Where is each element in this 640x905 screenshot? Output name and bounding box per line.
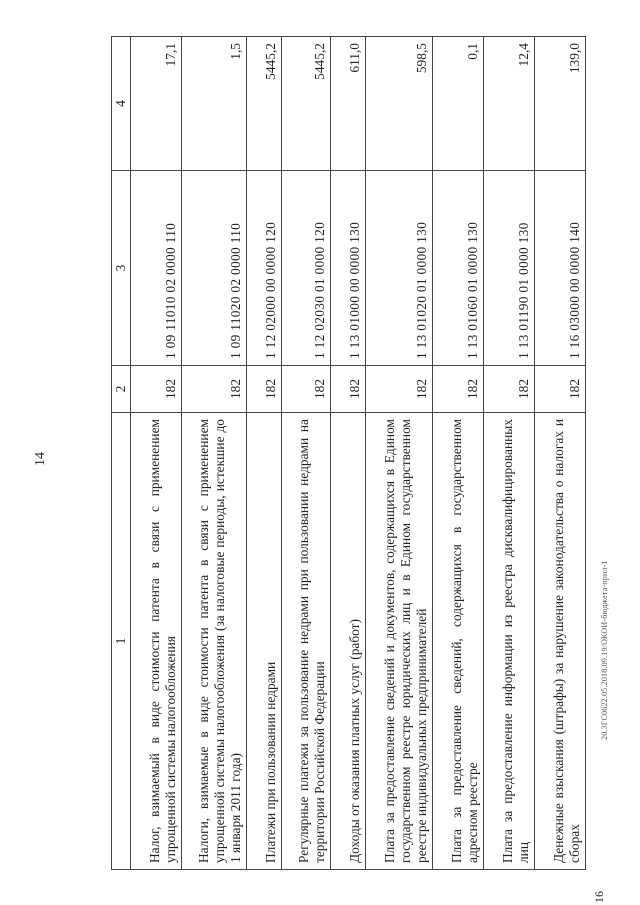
row-value: 598,5 bbox=[366, 37, 433, 171]
row-budget-code: 1 09 11020 02 0000 110 bbox=[182, 171, 247, 366]
row-name: Плата за предоставление информации из реестра дисквалифицированных лиц bbox=[484, 413, 535, 870]
row-admin-code: 182 bbox=[535, 366, 586, 413]
table-row bbox=[433, 37, 484, 870]
row-budget-code: 1 13 01060 01 0000 130 bbox=[433, 171, 484, 366]
row-admin-code: 182 bbox=[247, 366, 282, 413]
row-admin-code: 182 bbox=[484, 366, 535, 413]
row-name: Плата за предоставление сведений и документов, содержащихся в Едином государственном реестре юридических лиц и в Едином государственном реестре индивидуальных предпринимателей bbox=[366, 413, 433, 870]
row-value: 12,4 bbox=[484, 37, 535, 171]
row-name: Налог, взимаемый в виде стоимости патента в связи с применением упрощенной системы налогообложения bbox=[131, 413, 182, 870]
budget-table-container bbox=[111, 37, 583, 870]
row-budget-code: 1 12 02000 00 0000 120 bbox=[247, 171, 282, 366]
row-value: 17,1 bbox=[131, 37, 182, 171]
table-row bbox=[484, 37, 535, 870]
row-value: 0,1 bbox=[433, 37, 484, 171]
row-budget-code: 1 13 01000 00 0000 130 bbox=[331, 171, 366, 366]
row-name: Денежные взыскания (штрафы) за нарушение законодательства о налогах и сборах bbox=[535, 413, 586, 870]
header-col-2: 2 bbox=[112, 366, 131, 413]
header-col-3: 3 bbox=[112, 171, 131, 366]
row-name: Доходы от оказания платных услуг (работ) bbox=[331, 413, 366, 870]
row-name: Регулярные платежи за пользование недрами при пользовании недрами на территории Российской Федерации bbox=[282, 413, 331, 870]
row-value: 1,5 bbox=[182, 37, 247, 171]
table-row bbox=[131, 37, 182, 870]
row-admin-code: 182 bbox=[182, 366, 247, 413]
sheet-number: 16 bbox=[592, 891, 606, 903]
row-value: 611,0 bbox=[331, 37, 366, 171]
footer-document-code: 20.3ГС0622.05.2018.09.19/ОКОИ-бюджета-прил-1 bbox=[600, 560, 609, 740]
row-admin-code: 182 bbox=[282, 366, 331, 413]
row-value: 139,0 bbox=[535, 37, 586, 171]
row-budget-code: 1 13 01190 01 0000 130 bbox=[484, 171, 535, 366]
page-number: 14 bbox=[33, 452, 48, 466]
row-budget-code: 1 13 01020 01 0000 130 bbox=[366, 171, 433, 366]
row-value: 5445,2 bbox=[247, 37, 282, 171]
row-name: Платежи при пользовании недрами bbox=[247, 413, 282, 870]
row-admin-code: 182 bbox=[331, 366, 366, 413]
table-row bbox=[331, 37, 366, 870]
row-budget-code: 1 09 11010 02 0000 110 bbox=[131, 171, 182, 366]
row-value: 5445,2 bbox=[282, 37, 331, 171]
table-header-row bbox=[112, 37, 131, 870]
row-admin-code: 182 bbox=[366, 366, 433, 413]
row-admin-code: 182 bbox=[131, 366, 182, 413]
header-col-1: 1 bbox=[112, 413, 131, 870]
row-admin-code: 182 bbox=[433, 366, 484, 413]
row-name: Плата за предоставление сведений, содержащихся в государственном адресном реестре bbox=[433, 413, 484, 870]
table-row bbox=[535, 37, 586, 870]
table-row bbox=[247, 37, 282, 870]
table-row bbox=[182, 37, 247, 870]
budget-revenue-table bbox=[111, 36, 586, 870]
row-budget-code: 1 12 02030 01 0000 120 bbox=[282, 171, 331, 366]
header-col-4: 4 bbox=[112, 37, 131, 171]
row-name: Налоги, взимаемые в виде стоимости патента в связи с применением упрощенной системы налогообложения (за налоговые периоды, истекшие до 1 января 2011 года) bbox=[182, 413, 247, 870]
row-budget-code: 1 16 03000 00 0000 140 bbox=[535, 171, 586, 366]
table-row bbox=[366, 37, 433, 870]
table-row bbox=[282, 37, 331, 870]
